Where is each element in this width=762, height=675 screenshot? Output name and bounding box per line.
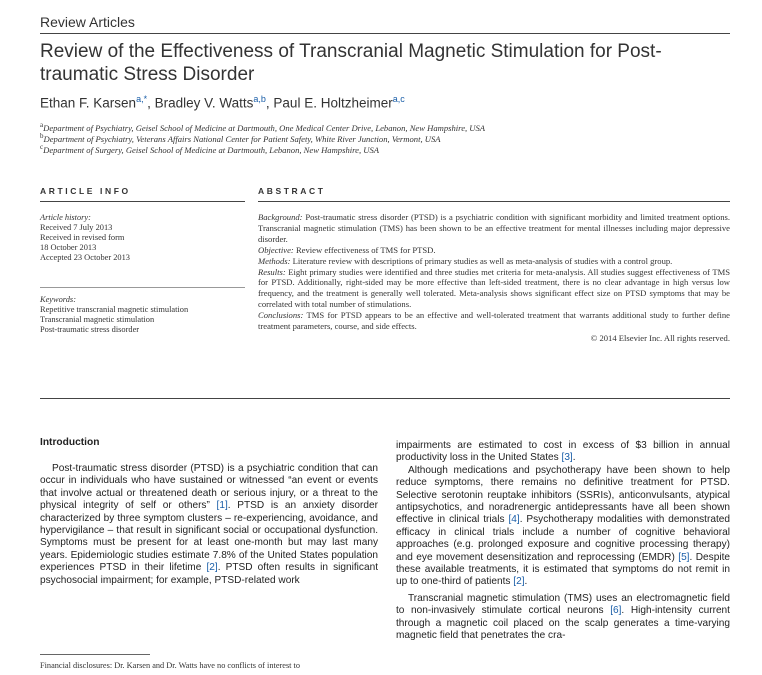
affiliation: $^b$Department of Psychiatry, Veterans Affairs National Center for Patient Safety, White River Junction, Vermont, USA: [40, 132, 441, 144]
info-rule: [40, 201, 245, 202]
abstract-background: Background: Post-traumatic stress disorder (PTSD) is a psychiatric condition with significant morbidity and limited treatment options. Transcranial magnetic stimulation (TMS) has been shown to be an effective treatment for mental illnesses including major depressive disorder.: [258, 212, 730, 244]
citation-link[interactable]: [2]: [206, 562, 218, 574]
abstract-methods: Methods: Literature review with descriptions of primary studies as well as meta-analysis of studies with a control group.: [258, 255, 673, 266]
history-item: 18 October 2013: [40, 243, 97, 253]
abstract-rule: [258, 201, 730, 202]
history-item: Accepted 23 October 2013: [40, 253, 130, 263]
abstract-objective: Objective: Review effectiveness of TMS for PTSD.: [258, 244, 436, 255]
history-item: Received 7 July 2013: [40, 223, 113, 233]
author-name[interactable]: Paul E. Holtzheimer: [273, 95, 393, 111]
section-label: Review Articles: [40, 14, 135, 30]
abstract-heading: ABSTRACT: [258, 186, 326, 196]
footnote: Financial disclosures: Dr. Karsen and Dr. Watts have no conflicts of interest to: [40, 661, 301, 670]
keyword: Post-traumatic stress disorder: [40, 325, 140, 335]
affiliation: $^a$Department of Psychiatry, Geisel School of Medicine at Dartmouth, One Medical Center Drive, Lebanon, New Hampshire, USA: [40, 121, 486, 133]
keywords: Keywords: Repetitive transcranial magnetic stimulation Transcranial magnetic stimulation Post-traumatic stress disorder: [40, 295, 255, 335]
author-affil-marker[interactable]: a,*: [136, 94, 148, 104]
paragraph: Although medications and psychotherapy have been shown to help reduce symptoms, there remains no definitive treatment for PTSD. Selective serotonin reuptake inhibitors (SSRIs), anticonvulsants, atypical antipsychotics, and noradrenergic antidepressants have all been shown effective in clinical trials [4]. Psychotherapy modalities with demonstrated efficacy in clinical trials include a number of cognitive behavioral approaches (e.g. prolonged exposure and cognitive processing therapy) and eye movement desensitization and reprocessing (EMDR) [5]. Despite these available treatments, it is estimated that symptoms do not remit in up to one-third of patients [2].: [396, 464, 730, 588]
copyright-notice: © 2014 Elsevier Inc. All rights reserved.: [590, 332, 730, 343]
article-title: Review of the Effectiveness of Transcranial Magnetic Stimulation for Post-traumatic Stress Disorder: [40, 41, 662, 85]
citation-link[interactable]: [6]: [610, 605, 622, 617]
paragraph: Transcranial magnetic stimulation (TMS) uses an electromagnetic field to non-invasively stimulate cortical neurons [6]. High-intensity current through a magnetic coil placed on the scalp generates a time-varying magnetic field that penetrates the cra-: [396, 592, 730, 642]
history-item: Received in revised form: [40, 233, 125, 243]
author-name[interactable]: Ethan F. Karsen: [40, 95, 137, 111]
keyword: Repetitive transcranial magnetic stimulation: [40, 305, 189, 315]
citation-link[interactable]: [1]: [216, 500, 228, 512]
article-info-heading: ARTICLE INFO: [40, 186, 131, 196]
introduction-heading: Introduction: [40, 437, 100, 448]
abstract-body: [258, 212, 730, 344]
author-affil-marker[interactable]: a,b: [253, 94, 266, 104]
footnote-rule: [40, 654, 150, 655]
abstract-bottom-rule: [40, 398, 730, 399]
citation-link[interactable]: [3]: [561, 452, 573, 464]
citation-link[interactable]: [5]: [678, 551, 690, 563]
citation-link[interactable]: [4]: [508, 514, 520, 526]
article-history: Article history: Received 7 July 2013 Received in revised form 18 October 2013 Accepted 23 October 2013: [40, 213, 255, 263]
info-divider: [40, 287, 245, 288]
author-list: Ethan F. Karsen$^{a,*}$, Bradley V. Watts$^{a,b}$, Paul E. Holtzheimer$^{a,c}$: [40, 94, 405, 111]
header-rule: [40, 33, 730, 34]
paragraph: Post-traumatic stress disorder (PTSD) is a psychiatric condition that can occur in individuals who have sustained or witnessed “an event or events that involve actual or threatened death or serious injury, or a threat to the physical integrity of self or others” [1]. PTSD is an anxiety disorder characterized by three symptom clusters – re-experiencing, avoidance, and hypervigilance – that result in significant social or occupational dysfunction. Symptoms must be present for at least one-month but may last many years. Epidemiologic studies estimate 7.8% of the United States population experiences PTSD in their lifetime [2]. PTSD often results in significant psychosocial impairment; for example, PTSD-related work: [40, 463, 378, 586]
author-affil-marker[interactable]: a,c: [392, 94, 405, 104]
abstract-results: Results: Eight primary studies were identified and three studies met criteria for meta-analysis. All studies suggest effectiveness of TMS for PTSD. Additionally, right-sided may be more effective than left-sided treatment, there is no clear advantage in high versus low frequency, and the treatment is generally well tolerated. Meta-analysis shows significant effect size on PTSD symptoms that may be correlated with total number of stimulations.: [258, 266, 730, 310]
paragraph: impairments are estimated to cost in excess of $3 billion in annual productivity loss in the United States [3].: [396, 440, 730, 464]
author-name[interactable]: Bradley V. Watts: [154, 95, 254, 111]
affiliation: $^c$Department of Surgery, Geisel School of Medicine at Dartmouth, Lebanon, New Hampshire, USA: [40, 143, 380, 155]
keyword: Transcranial magnetic stimulation: [40, 315, 155, 325]
body-right-column: [396, 440, 730, 643]
body-left-column: [40, 463, 378, 587]
abstract-conclusions: Conclusions: TMS for PTSD appears to be an effective and well-tolerated treatment that warrants additional study to further define treatment parameters, course, and side effects.: [258, 310, 730, 332]
citation-link[interactable]: [2]: [513, 576, 525, 588]
